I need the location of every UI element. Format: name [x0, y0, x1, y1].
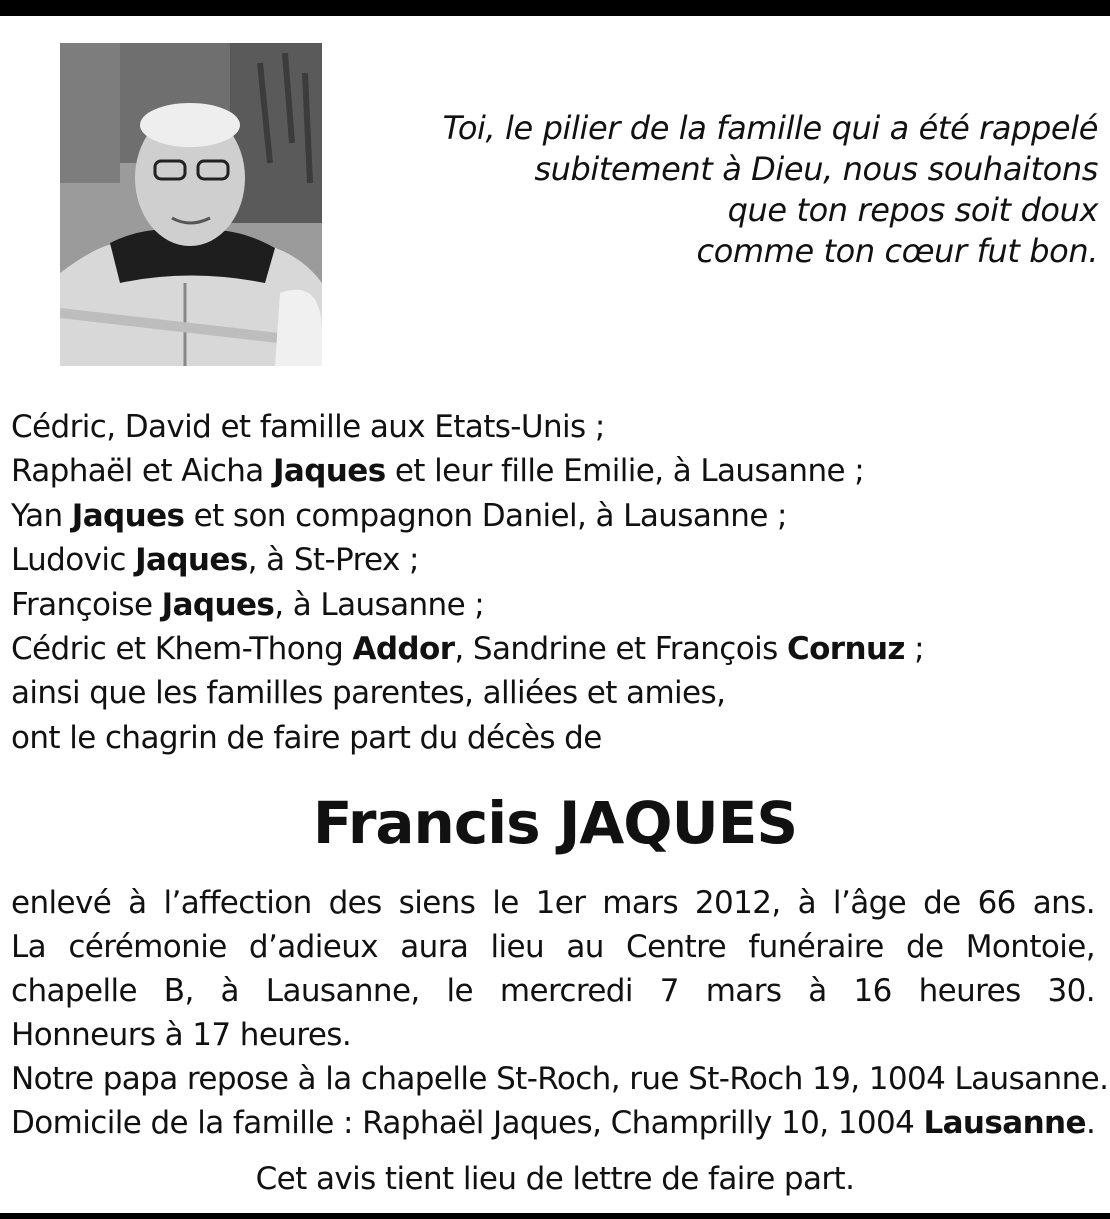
family-surname: Jaques [71, 497, 185, 534]
family-line [11, 538, 1101, 582]
details-line [11, 1101, 1095, 1145]
family-line [11, 716, 1101, 760]
family-text: Ludovic [11, 542, 136, 579]
deceased-name: Francis JAQUES [312, 789, 798, 857]
poem-line: Toi, le pilier de la famille qui a été rappelé [442, 109, 1098, 147]
family-list [11, 405, 1101, 760]
details-line: La cérémonie d’adieux aura lieu au Centre funéraire de Montoie, [11, 929, 1095, 965]
family-text: , à Lausanne ; [274, 586, 485, 623]
family-text: ; [904, 631, 924, 668]
poem-line: subitement à Dieu, nous souhaitons [534, 150, 1098, 188]
details-text: . [1085, 1105, 1096, 1141]
details-block [11, 881, 1109, 1145]
family-surname: Jaques [272, 453, 386, 490]
family-line [11, 627, 1101, 671]
details-line: Notre papa repose à la chapelle St-Roch, rue St-Roch 19, 1004 Lausanne. [11, 1061, 1109, 1097]
family-text: et leur fille Emilie, à Lausanne ; [385, 453, 865, 490]
details-text: Domicile de la famille : Raphaël Jaques, Champrilly 10, 1004 [11, 1105, 924, 1141]
family-line [11, 671, 1101, 715]
portrait-photo [60, 43, 322, 366]
details-city: Lausanne [923, 1105, 1086, 1141]
family-text: Raphaël et Aicha [11, 453, 273, 490]
family-text: et son compagnon Daniel, à Lausanne ; [184, 497, 787, 534]
family-line [11, 405, 1101, 449]
details-line: enlevé à l’affection des siens le 1er mars 2012, à l’âge de 66 ans. [11, 885, 1095, 921]
family-surname: Cornuz [786, 631, 905, 668]
family-surname: Jaques [161, 586, 275, 623]
details-line: Honneurs à 17 heures. [11, 1017, 352, 1053]
family-line [11, 449, 1101, 493]
top-rule [0, 0, 1110, 16]
family-text: Cédric et Khem-Thong [11, 631, 353, 668]
bottom-rule [0, 1213, 1110, 1219]
family-line [11, 494, 1101, 538]
family-text: Yan [11, 497, 72, 534]
details-line: chapelle B, à Lausanne, le mercredi 7 mars à 16 heures 30. [11, 973, 1095, 1009]
family-text: Cédric, David et famille aux Etats-Unis ; [11, 409, 605, 445]
family-text: ont le chagrin de faire part du décès de [11, 719, 602, 756]
family-surname: Jaques [135, 542, 248, 579]
poem-line: comme ton cœur fut bon. [696, 232, 1098, 270]
closing-note: Cet avis tient lieu de lettre de faire part. [255, 1161, 855, 1197]
family-surname: Addor [352, 631, 455, 668]
family-text: ainsi que les familles parentes, alliées et amies, [11, 675, 726, 712]
poem-verse [338, 108, 1098, 272]
family-text: , à St-Prex ; [247, 542, 419, 579]
family-text: , Sandrine et François [454, 631, 787, 668]
family-line [11, 583, 1101, 627]
family-text: Françoise [11, 586, 162, 623]
poem-line: que ton repos soit doux [727, 191, 1098, 229]
